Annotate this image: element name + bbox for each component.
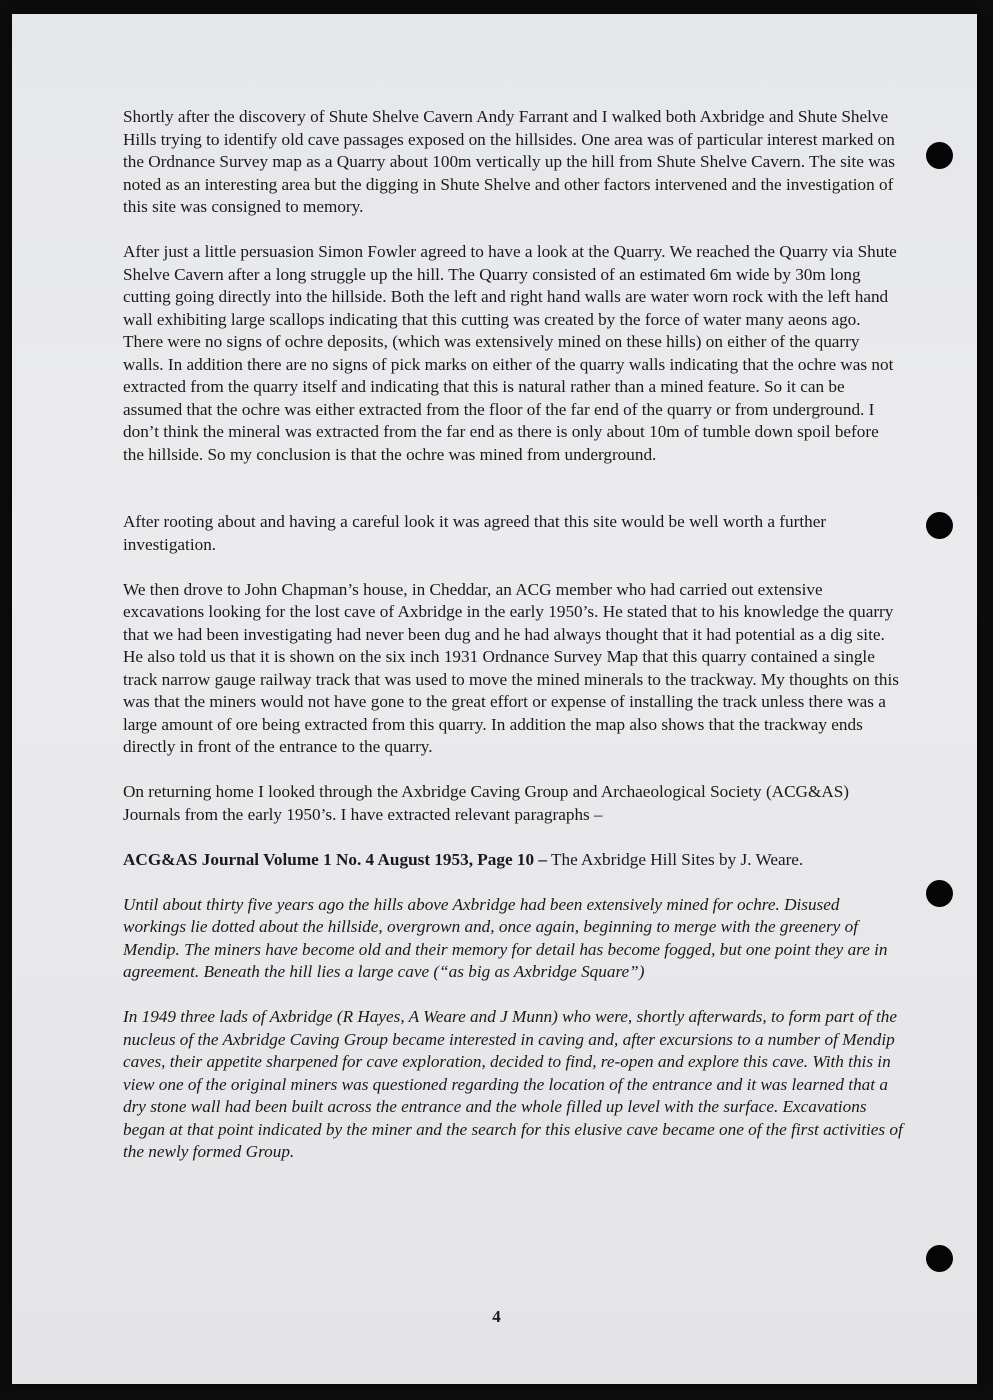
- punch-hole: [926, 1245, 953, 1272]
- document-body: [123, 106, 903, 1186]
- journal-reference-title: ACG&AS Journal Volume 1 No. 4 August 1953, Page 10 –: [123, 849, 547, 869]
- paragraph: After just a little persuasion Simon Fowler agreed to have a look at the Quarry. We reached the Quarry via Shute Shelve Cavern after a long struggle up the hill. The Quarry consisted of an estimated 6m wide by 30m long cutting going directly into the hillside. Both the left and right hand walls are water worn rock with the left hand wall exhibiting large scallops indicating that this cutting was created by the force of water many aeons ago. There were no signs of ochre deposits, (which was extensively mined on these hills) on either of the quarry walls. In addition there are no signs of pick marks on either of the quarry walls indicating that the ochre was not extracted from the quarry itself and indicating that this is natural rather than a mined feature. So it can be assumed that the ochre was either extracted from the floor of the far end of the quarry or from underground. I don’t think the mineral was extracted from the far end as there is only about 10m of tumble down spoil before the hillside. So my conclusion is that the ochre was mined from underground.: [123, 242, 897, 464]
- page-number: 4: [492, 1307, 501, 1326]
- journal-reference: [123, 849, 903, 872]
- paragraph: Shortly after the discovery of Shute Shelve Cavern Andy Farrant and I walked both Axbridge and Shute Shelve Hills trying to identify old cave passages exposed on the hillsides. One area was of particular interest marked on the Ordnance Survey map as a Quarry about 100m vertically up the hill from Shute Shelve Cavern. The site was noted as an interesting area but the digging in Shute Shelve and other factors intervened and the investigation of this site was consigned to memory.: [123, 107, 895, 216]
- quoted-paragraph: In 1949 three lads of Axbridge (R Hayes, A Weare and J Munn) who were, shortly afterwards, to form part of the nucleus of the Axbridge Caving Group became interested in caving and, after excursions to a number of Mendip caves, their appetite sharpened for cave exploration, decided to find, re-open and explore this cave. With this in view one of the original miners was questioned regarding the location of the entrance and it was learned that a dry stone wall had been built across the entrance and the whole filled up level with the surface. Excavations began at that point indicated by the miner and the search for this elusive cave became one of the first activities of the newly formed Group.: [123, 1007, 903, 1161]
- paragraph: After rooting about and having a careful look it was agreed that this site would be well worth a further investigation.: [123, 512, 827, 554]
- punch-hole: [926, 512, 953, 539]
- paragraph: On returning home I looked through the Axbridge Caving Group and Archaeological Society (ACG&AS) Journals from the early 1950’s. I have extracted relevant paragraphs –: [123, 782, 850, 824]
- punch-hole: [926, 880, 953, 907]
- journal-reference-detail: The Axbridge Hill Sites by J. Weare.: [547, 849, 804, 869]
- paragraph: We then drove to John Chapman’s house, in Cheddar, an ACG member who had carried out extensive excavations looking for the lost cave of Axbridge in the early 1950’s. He stated that to his knowledge the quarry that we had been investigating had never been dug and he had always thought that it had potential as a dig site. He also told us that it is shown on the six inch 1931 Ordnance Survey Map that this quarry contained a single track narrow gauge railway track that was used to move the mined minerals to the trackway. My thoughts on this was that the miners would not have gone to the great effort or expense of installing the track unless there was a large amount of ore being extracted from this quarry. In addition the map also shows that the trackway ends directly in front of the entrance to the quarry.: [123, 579, 899, 756]
- quoted-paragraph: Until about thirty five years ago the hills above Axbridge had been extensively mined for ochre. Disused workings lie dotted about the hillside, overgrown and, once again, beginning to merge with the greenery of Mendip. The miners have become old and their memory for detail has become fogged, but one point they are in agreement. Beneath the hill lies a large cave (“as big as Axbridge Square”): [123, 894, 888, 981]
- punch-hole: [926, 142, 953, 169]
